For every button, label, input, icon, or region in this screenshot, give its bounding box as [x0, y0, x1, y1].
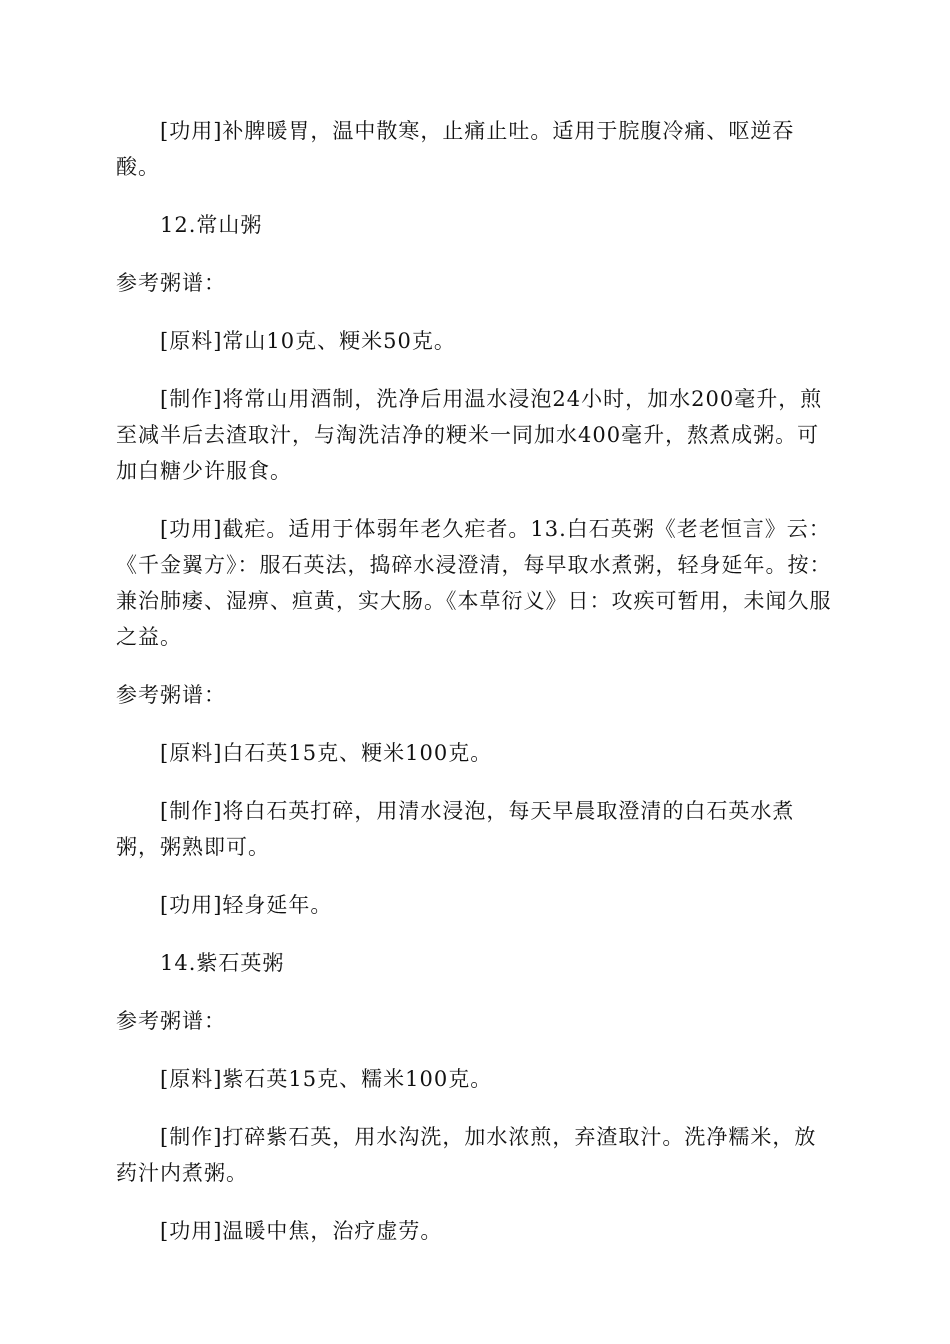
paragraph-function-1: [功用]补脾暖胃，温中散寒，止痛止吐。适用于脘腹冷痛、呕逆吞酸。 — [116, 119, 795, 179]
label-reference-recipe-2: 参考粥谱： — [116, 683, 226, 707]
paragraph-preparation-1: [制作]将常山用酒制，洗净后用温水浸泡24小时，加水200毫升，煎至减半后去渣取汁，与淘洗洁净的粳米一同加水400毫升，熬煮成粥。可加白糖少许服食。 — [116, 387, 823, 483]
paragraph-preparation-3: [制作]打碎紫石英，用水沟洗，加水浓煎，弃渣取汁。洗净糯米，放药汁内煮粥。 — [116, 1125, 817, 1185]
paragraph-ingredients-2: [原料]白石英15克、粳米100克。 — [160, 741, 493, 765]
paragraph-ingredients-3: [原料]紫石英15克、糯米100克。 — [160, 1067, 493, 1091]
paragraph-preparation-2: [制作]将白石英打碎，用清水浸泡，每天早晨取澄清的白石英水煮粥，粥熟即可。 — [116, 799, 795, 859]
heading-changshan-porridge: 12.常山粥 — [160, 213, 263, 237]
heading-amethyst-porridge: 14.紫石英粥 — [160, 951, 285, 975]
paragraph-function-3: [功用]轻身延年。 — [160, 893, 333, 917]
label-reference-recipe-3: 参考粥谱： — [116, 1009, 226, 1033]
paragraph-ingredients-1: [原料]常山10克、粳米50克。 — [160, 329, 456, 353]
label-reference-recipe-1: 参考粥谱： — [116, 271, 226, 295]
document-body — [116, 113, 836, 1271]
paragraph-function-4: [功用]温暖中焦，治疗虚劳。 — [160, 1219, 443, 1243]
paragraph-function-2: [功用]截疟。适用于体弱年老久疟者。13.白石英粥《老老恒言》云：《千金翼方》：服石英法，捣碎水浸澄清，每早取水煮粥，轻身延年。按：兼治肺痿、湿痹、疸黄，实大肠。《本草衍义》日：攻疾可暂用，未闻久服之益。 — [116, 517, 832, 649]
